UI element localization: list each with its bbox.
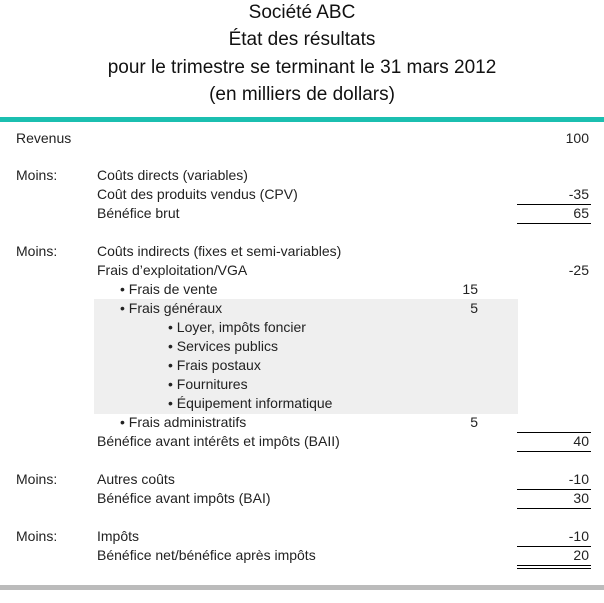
row-couts-indirects <box>0 242 604 261</box>
prefix: Moins: <box>16 243 58 259</box>
row-baii <box>0 432 604 451</box>
value: 15 <box>462 281 478 297</box>
prefix: Moins: <box>16 528 58 544</box>
header-divider <box>0 117 604 122</box>
value: 5 <box>470 414 478 430</box>
label: • Frais administratifs <box>120 414 247 430</box>
sub-item <box>0 318 604 337</box>
sub-item <box>0 394 604 413</box>
label: Bénéfice net/bénéfice après impôts <box>97 547 316 563</box>
label: Coûts indirects (fixes et semi-variables) <box>97 243 342 259</box>
label: Bénéfice avant impôts (BAI) <box>97 490 271 506</box>
label: • Frais postaux <box>168 357 261 373</box>
value: -10 <box>568 528 589 544</box>
sub-item <box>0 337 604 356</box>
label: Frais d’exploitation/VGA <box>97 262 248 278</box>
row-frais-admin <box>0 413 604 432</box>
subtotal-line <box>517 223 591 224</box>
value: -35 <box>568 186 589 202</box>
row-benefice-net <box>0 546 604 565</box>
label: • Services publics <box>168 338 278 354</box>
label: Bénéfice avant intérêts et impôts (BAII) <box>97 433 340 449</box>
label: • Équipement informatique <box>168 395 333 411</box>
prefix: Moins: <box>16 471 58 487</box>
label: Impôts <box>97 528 140 544</box>
row-benefice-brut <box>0 204 604 223</box>
units: (en milliers de dollars) <box>209 84 395 105</box>
label: Coût des produits vendus (CPV) <box>97 186 298 202</box>
label: Coûts directs (variables) <box>97 167 248 183</box>
row-bai <box>0 489 604 508</box>
subtotal-line <box>517 508 591 509</box>
row-impots <box>0 527 604 546</box>
prefix: Moins: <box>16 167 58 183</box>
footer-divider <box>0 585 604 590</box>
statement-title: État des résultats <box>228 29 376 50</box>
row-revenus <box>0 129 604 148</box>
sub-item <box>0 356 604 375</box>
label: • Frais de vente <box>120 281 218 297</box>
subtotal-line <box>517 451 591 452</box>
label: Bénéfice brut <box>97 205 180 221</box>
value: 30 <box>573 490 589 506</box>
value: -25 <box>568 262 589 278</box>
value: 100 <box>565 130 589 146</box>
row-vga <box>0 261 604 280</box>
row-couts-directs <box>0 166 604 185</box>
row-cpv <box>0 185 604 204</box>
label: • Fournitures <box>168 376 248 392</box>
value: 5 <box>470 300 478 316</box>
label: • Frais généraux <box>120 300 223 316</box>
total-double-line <box>517 565 591 569</box>
row-autres-couts <box>0 470 604 489</box>
row-frais-vente <box>0 280 604 299</box>
period: pour le trimestre se terminant le 31 mars 2012 <box>107 57 497 78</box>
value: 20 <box>573 547 589 563</box>
label: • Loyer, impôts foncier <box>168 319 306 335</box>
value: 65 <box>573 205 589 221</box>
sub-item <box>0 375 604 394</box>
row-frais-generaux <box>0 299 604 318</box>
value: -10 <box>568 471 589 487</box>
value: 40 <box>573 433 589 449</box>
company-name: Société ABC <box>248 2 356 23</box>
label: Revenus <box>16 130 72 146</box>
label: Autres coûts <box>97 471 175 487</box>
